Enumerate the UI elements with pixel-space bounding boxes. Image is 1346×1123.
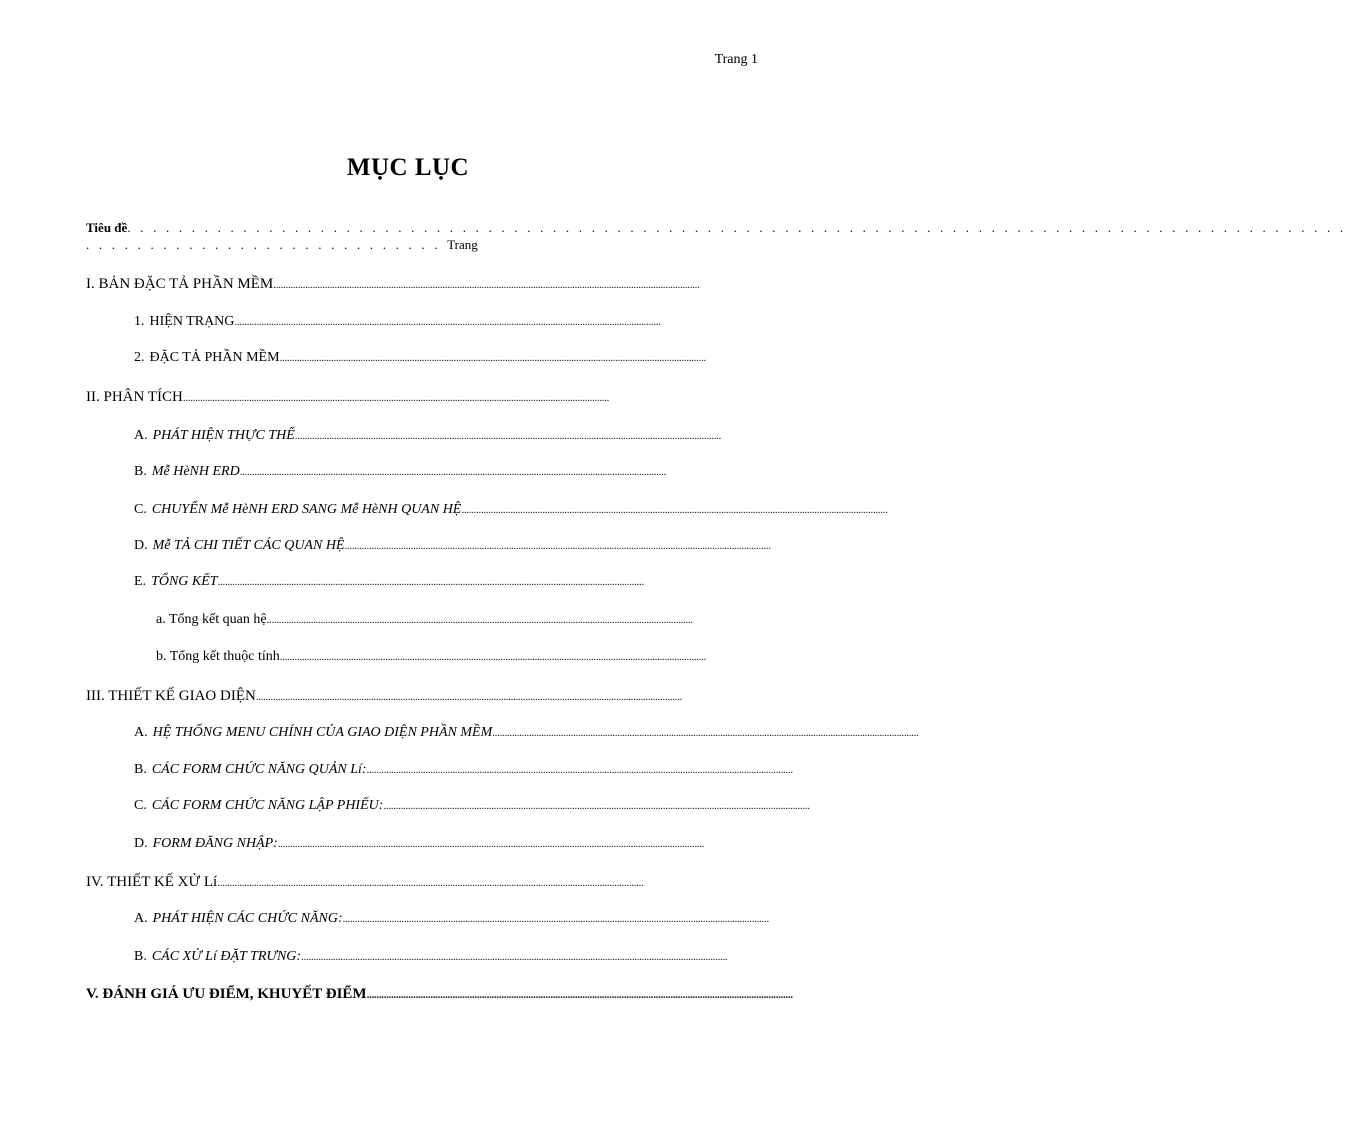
toc-leader: .............................................................................................................................................................................. (301, 951, 728, 963)
toc-leader: .............................................................................................................................................................................. (342, 913, 769, 925)
toc-leader: .............................................................................................................................................................................. (366, 764, 793, 776)
toc-entry-label: Mễ TẢ CHI TIẾT CÁC QUAN HỆ (152, 538, 345, 553)
toc-entry-number: D. (134, 836, 148, 851)
toc-leader: .............................................................................................................................................................................. (294, 430, 722, 442)
toc-entry-number: 1. (134, 314, 145, 329)
toc-leader: .............................................................................................................................................................................. (217, 877, 644, 889)
toc-item-1-1[interactable] (134, 314, 661, 334)
toc-subitem-2-e-b[interactable] (156, 649, 707, 669)
toc-entry-label: CHUYỂN Mễ HèNH ERD SANG Mễ HèNH QUAN HỆ (151, 502, 462, 517)
toc-item-1-2[interactable] (134, 350, 706, 370)
toc-leader: .............................................................................................................................................................................. (344, 540, 771, 552)
toc-entry-label: a. Tổng kết quan hệ (156, 612, 267, 627)
toc-section-2[interactable] (86, 389, 612, 409)
toc-entry-label: ĐẶC TẢ PHẦN MỀM (149, 350, 280, 365)
toc-entry-label: II. PHÂN TÍCH (86, 389, 183, 405)
toc-item-2-e[interactable] (134, 574, 648, 594)
toc-entry-label: IV. THIẾT KẾ XỬ Lí (86, 874, 218, 890)
toc-entry-number: A. (134, 428, 148, 443)
toc-header-label: Tiêu đề (86, 220, 128, 235)
toc-subitem-2-e-a[interactable] (156, 612, 693, 632)
toc-leader: .............................................................................................................................................................................. (266, 614, 693, 626)
toc-entry-label: PHÁT HIỆN CÁC CHỨC NĂNG: (152, 911, 343, 926)
toc-item-2-b[interactable] (134, 464, 667, 484)
toc-entry-number: B. (134, 464, 147, 479)
toc-leader: .............................................................................................................................................................................. (366, 989, 793, 1001)
toc-header-row-continued (86, 237, 478, 253)
toc-entry-label: HỆ THỐNG MENU CHÍNH CỦA GIAO DIỆN PHẦN MỀM (152, 725, 493, 740)
toc-leader: .............................................................................................................................................................................. (383, 800, 810, 812)
toc-header-leader: . . . . . . . . . . . . . . . . . . . . . . . . . . . . . . . . . . . . . . . . . . . . . . . . . . . . . . . . . . . . . . . . . . . . . . . . . . . . . . . . . . . . . . . . . . . . . . . (127, 220, 1346, 235)
toc-entry-label: FORM ĐĂNG NHẬP: (152, 836, 278, 851)
toc-entry-number: E. (134, 574, 147, 589)
toc-item-4-b[interactable] (134, 949, 728, 969)
toc-leader: .............................................................................................................................................................................. (234, 316, 661, 328)
toc-leader: .............................................................................................................................................................................. (279, 352, 706, 364)
toc-header-row (86, 220, 1346, 238)
toc-section-4[interactable] (86, 874, 644, 894)
toc-entry-label: PHÁT HIỆN THỰC THỂ (152, 428, 295, 443)
toc-entry-number: B. (134, 762, 147, 777)
toc-entry-label: b. Tổng kết thuộc tính (156, 649, 280, 664)
toc-item-3-b[interactable] (134, 762, 793, 782)
toc-item-3-a[interactable] (134, 725, 919, 745)
toc-item-2-a[interactable] (134, 428, 722, 448)
toc-entry-number: B. (134, 949, 147, 964)
toc-leader: .............................................................................................................................................................................. (217, 576, 644, 588)
toc-entry-number: D. (134, 538, 148, 553)
toc-entry-number: A. (134, 911, 148, 926)
toc-item-3-c[interactable] (134, 798, 810, 818)
toc-entry-number: A. (134, 725, 148, 740)
toc-entry-label: III. THIẾT KẾ GIAO DIỆN (86, 688, 256, 704)
toc-entry-number: C. (134, 502, 147, 517)
toc-entry-label: CÁC XỬ Lí ĐẶT TRƯNG: (151, 949, 302, 964)
toc-leader: .............................................................................................................................................................................. (277, 838, 705, 850)
toc-item-4-a[interactable] (134, 911, 769, 931)
toc-section-1[interactable] (86, 276, 700, 296)
page-title: MỤC LỤC (346, 154, 470, 181)
toc-leader: .............................................................................................................................................................................. (273, 279, 700, 291)
toc-header-page-label: Trang (447, 237, 478, 252)
toc-header-leader-continued: . . . . . . . . . . . . . . . . . . . . . . . . . . . . (86, 237, 448, 252)
toc-leader: .............................................................................................................................................................................. (279, 651, 707, 663)
toc-entry-label: CÁC FORM CHỨC NĂNG LẬP PHIẾU: (151, 798, 384, 813)
toc-item-2-c[interactable] (134, 502, 888, 522)
toc-leader: .............................................................................................................................................................................. (461, 504, 888, 516)
toc-entry-label: V. ĐÁNH GIÁ ƯU ĐIỂM, KHUYẾT ĐIỂM (86, 986, 367, 1002)
toc-entry-number: C. (134, 798, 147, 813)
toc-leader: .............................................................................................................................................................................. (239, 466, 667, 478)
toc-entry-label: CÁC FORM CHỨC NĂNG QUẢN Lí: (151, 762, 367, 777)
page-number: Trang 1 (714, 52, 758, 67)
toc-leader: .............................................................................................................................................................................. (182, 392, 610, 404)
toc-section-5[interactable] (86, 986, 793, 1006)
toc-item-2-d[interactable] (134, 538, 771, 558)
toc-section-3[interactable] (86, 688, 683, 708)
toc-entry-label: Mễ HèNH ERD (151, 464, 240, 479)
toc-item-3-d[interactable] (134, 836, 705, 856)
toc-entry-label: HIỆN TRẠNG (149, 314, 235, 329)
toc-leader: .............................................................................................................................................................................. (492, 727, 919, 739)
toc-leader: .............................................................................................................................................................................. (255, 691, 683, 703)
toc-entry-number: 2. (134, 350, 145, 365)
toc-entry-label: I. BẢN ĐẶC TẢ PHẦN MỀM (86, 276, 274, 292)
toc-entry-label: TỔNG KẾT (151, 574, 218, 589)
